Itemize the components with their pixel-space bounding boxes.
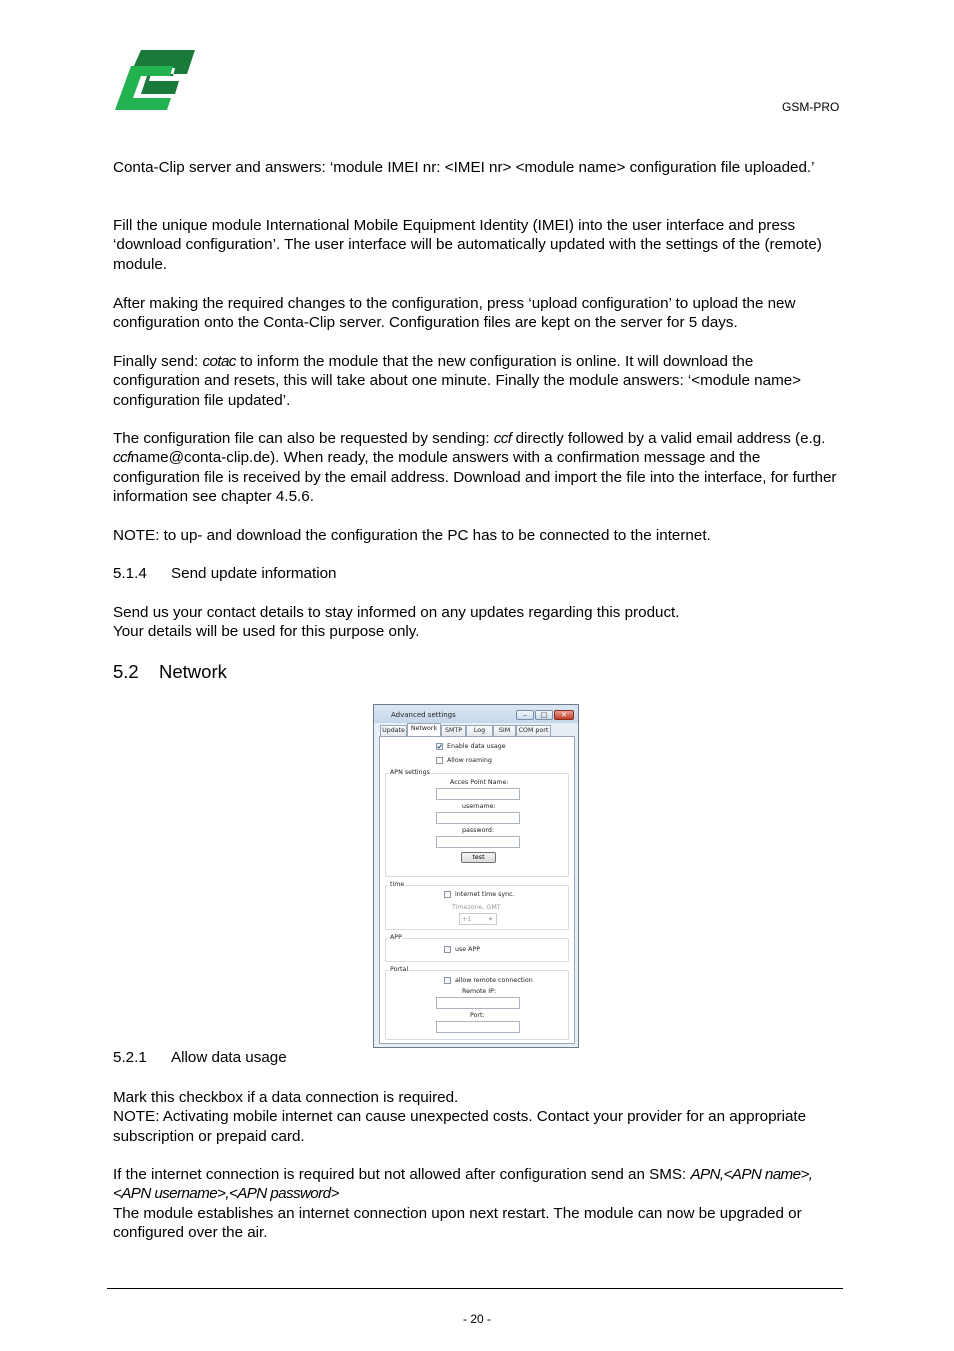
paragraph: NOTE: to up- and download the configuration the PC has to be connected to the internet. (113, 527, 711, 544)
username-input[interactable] (436, 812, 520, 824)
group-label: APP (390, 934, 402, 941)
paragraph: Conta-Clip server and answers: ‘module IMEI nr: <IMEI nr> <module name> configuration file uploaded.’ (113, 159, 815, 176)
apn-settings-group (385, 769, 569, 877)
sms-command: cotac (202, 353, 236, 370)
paragraph: The configuration file can also be requested by sending: ccf directly followed by a valid email address (e.g. ccfname@conta-clip.de). When ready, the module answers with a confirmation message and the configuration file is received by the email address. Download and import the file into the interface, for further information see chapter 4.5.6. (113, 430, 837, 506)
timezone-label: Timezone, GMT (452, 904, 501, 911)
tab-log[interactable]: Log (466, 725, 493, 736)
doc-code: GSM-PRO (782, 100, 840, 114)
port-input[interactable] (436, 1021, 520, 1033)
access-point-input[interactable] (436, 788, 520, 800)
group-label: Portal (390, 966, 409, 973)
time-group (385, 881, 569, 930)
portal-group (385, 966, 569, 1040)
advanced-settings-dialog (373, 704, 579, 1048)
paragraph: Fill the unique module International Mobile Equipment Identity (IMEI) into the user interface and press ‘download configuration’. The user interface will be automatically updated with the settings of the (remote) module. (113, 217, 822, 273)
enable-data-usage-label: Enable data usage (447, 743, 506, 750)
tab-update[interactable]: Update (380, 725, 407, 736)
tab-com-port[interactable]: COM port (516, 725, 551, 736)
test-button[interactable]: test (461, 852, 496, 863)
password-input[interactable] (436, 836, 520, 848)
allow-remote-checkbox[interactable] (444, 977, 451, 984)
paragraph: Send us your contact details to stay informed on any updates regarding this product. Your details will be used for this purpose only. (113, 604, 680, 641)
allow-roaming-checkbox[interactable] (436, 757, 443, 764)
app-group (385, 934, 569, 962)
group-label: APN settings (390, 769, 430, 776)
minimize-button[interactable]: – (516, 710, 534, 720)
company-logo (113, 48, 197, 112)
allow-remote-label: allow remote connection (455, 977, 533, 984)
use-app-checkbox[interactable] (444, 946, 451, 953)
password-label: password: (462, 827, 495, 834)
use-app-label: use APP (455, 946, 481, 953)
tab-smtp[interactable]: SMTP (441, 725, 466, 736)
page-number: - 20 - (462, 1312, 491, 1326)
heading-5-1-4: 5.1.4 Send update information (113, 565, 337, 582)
paragraph: After making the required changes to the configuration, press ‘upload configuration’ to upload the new configuration onto the Conta-Clip server. Configuration files are kept on the server for 5 days. (113, 295, 796, 332)
remote-ip-input[interactable] (436, 997, 520, 1009)
network-pane (379, 736, 575, 1044)
enable-data-usage-checkbox[interactable] (436, 743, 443, 750)
internet-time-sync-label: internet time sync. (455, 891, 515, 898)
heading-5-2: 5.2 Network (113, 661, 227, 682)
chevron-down-icon: ▾ (489, 916, 493, 923)
allow-roaming-label: Allow roaming (447, 757, 492, 764)
dialog-title: Advanced settings (391, 711, 456, 719)
close-button[interactable]: ✕ (554, 710, 574, 720)
tab-network[interactable]: Network (407, 723, 441, 736)
sms-command: ccf (113, 449, 131, 467)
remote-ip-label: Remote IP: (462, 988, 497, 995)
paragraph: If the internet connection is required but not allowed after configuration send an SMS: APN,<APN name>,<APN username>,<APN password> The module establishes an internet connection upon next restart. The module can now be upgraded or configured over the air. (113, 1166, 813, 1242)
footer-rule (107, 1288, 843, 1289)
port-label: Port: (470, 1012, 485, 1019)
checkmark-icon (437, 744, 442, 749)
username-label: username: (462, 803, 496, 810)
dialog-titlebar (374, 705, 578, 723)
group-label: time (390, 881, 405, 888)
sms-command: APN,<APN name>,<APN username>,<APN password> (113, 1166, 813, 1203)
paragraph: Mark this checkbox if a data connection is required. NOTE: Activating mobile internet can cause unexpected costs. Contact your provider for an appropriate subscription or prepaid card. (113, 1089, 807, 1145)
paragraph: Finally send: cotac to inform the module that the new configuration is online. It will download the configuration and resets, this will take about one minute. Finally the module answers: ‘<module name> configuration file updated’. (113, 353, 802, 409)
sms-command: ccf (493, 430, 512, 447)
maximize-button[interactable]: □ (535, 710, 553, 720)
access-point-label: Acces Point Name: (450, 779, 509, 786)
internet-time-sync-checkbox[interactable] (444, 891, 451, 898)
heading-5-2-1: 5.2.1 Allow data usage (113, 1049, 287, 1066)
timezone-select[interactable]: +1 ▾ (459, 913, 497, 925)
tab-sim[interactable]: SIM (493, 725, 516, 736)
